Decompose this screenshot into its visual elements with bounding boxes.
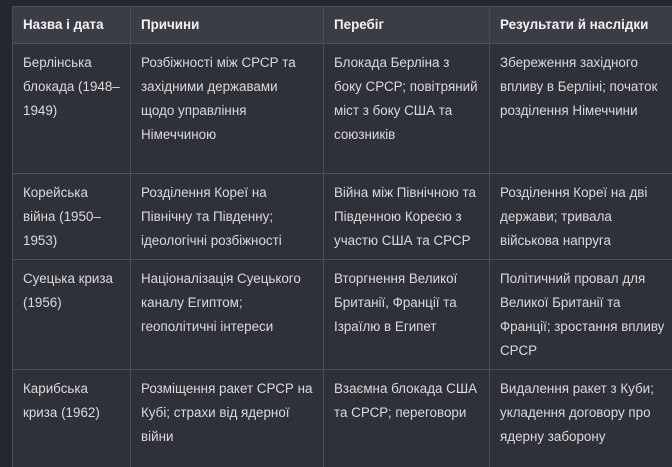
cell-causes: Розміщення ракет СРСР на Кубі; страхи від ядерної війни xyxy=(131,370,324,467)
cell-name: Корейська війна (1950–1953) xyxy=(13,174,131,260)
table-row xyxy=(13,260,672,370)
cell-results: Збереження західного впливу в Берліні; початок розділення Німеччини xyxy=(490,44,672,174)
header-name-date: Назва і дата xyxy=(13,7,131,44)
cell-course: Блокада Берліна з боку СРСР; повітряний міст з боку США та союзників xyxy=(324,44,490,174)
header-course: Перебіг xyxy=(324,7,490,44)
cell-results: Розділення Кореї на дві держави; тривала військова напруга xyxy=(490,174,672,260)
table-row xyxy=(13,370,672,467)
cell-course: Взаємна блокада США та СРСР; переговори xyxy=(324,370,490,467)
cell-course: Війна між Північною та Південною Кореєю з участю США та СРСР xyxy=(324,174,490,260)
cold-war-crises-table xyxy=(12,6,672,467)
table-row xyxy=(13,174,672,260)
header-causes: Причини xyxy=(131,7,324,44)
cell-causes: Націоналізація Суецького каналу Египтом; геополітичні інтереси xyxy=(131,260,324,370)
cell-causes: Розбіжності між СРСР та західними державами щодо управління Німеччиною xyxy=(131,44,324,174)
cell-name: Карибська криза (1962) xyxy=(13,370,131,467)
cell-name: Суецька криза (1956) xyxy=(13,260,131,370)
table-row xyxy=(13,44,672,174)
table-header-row xyxy=(13,7,672,44)
cell-results: Політичний провал для Великої Британії та Франції; зростання впливу СРСР xyxy=(490,260,672,370)
cell-course: Вторгнення Великої Британії, Франції та Ізраїлю в Египет xyxy=(324,260,490,370)
header-results: Результати й наслідки xyxy=(490,7,672,44)
cell-results: Видалення ракет з Куби; укладення договору про ядерну заборону xyxy=(490,370,672,467)
cell-name: Берлінська блокада (1948–1949) xyxy=(13,44,131,174)
cell-causes: Розділення Кореї на Північну та Південну; ідеологічні розбіжності xyxy=(131,174,324,260)
